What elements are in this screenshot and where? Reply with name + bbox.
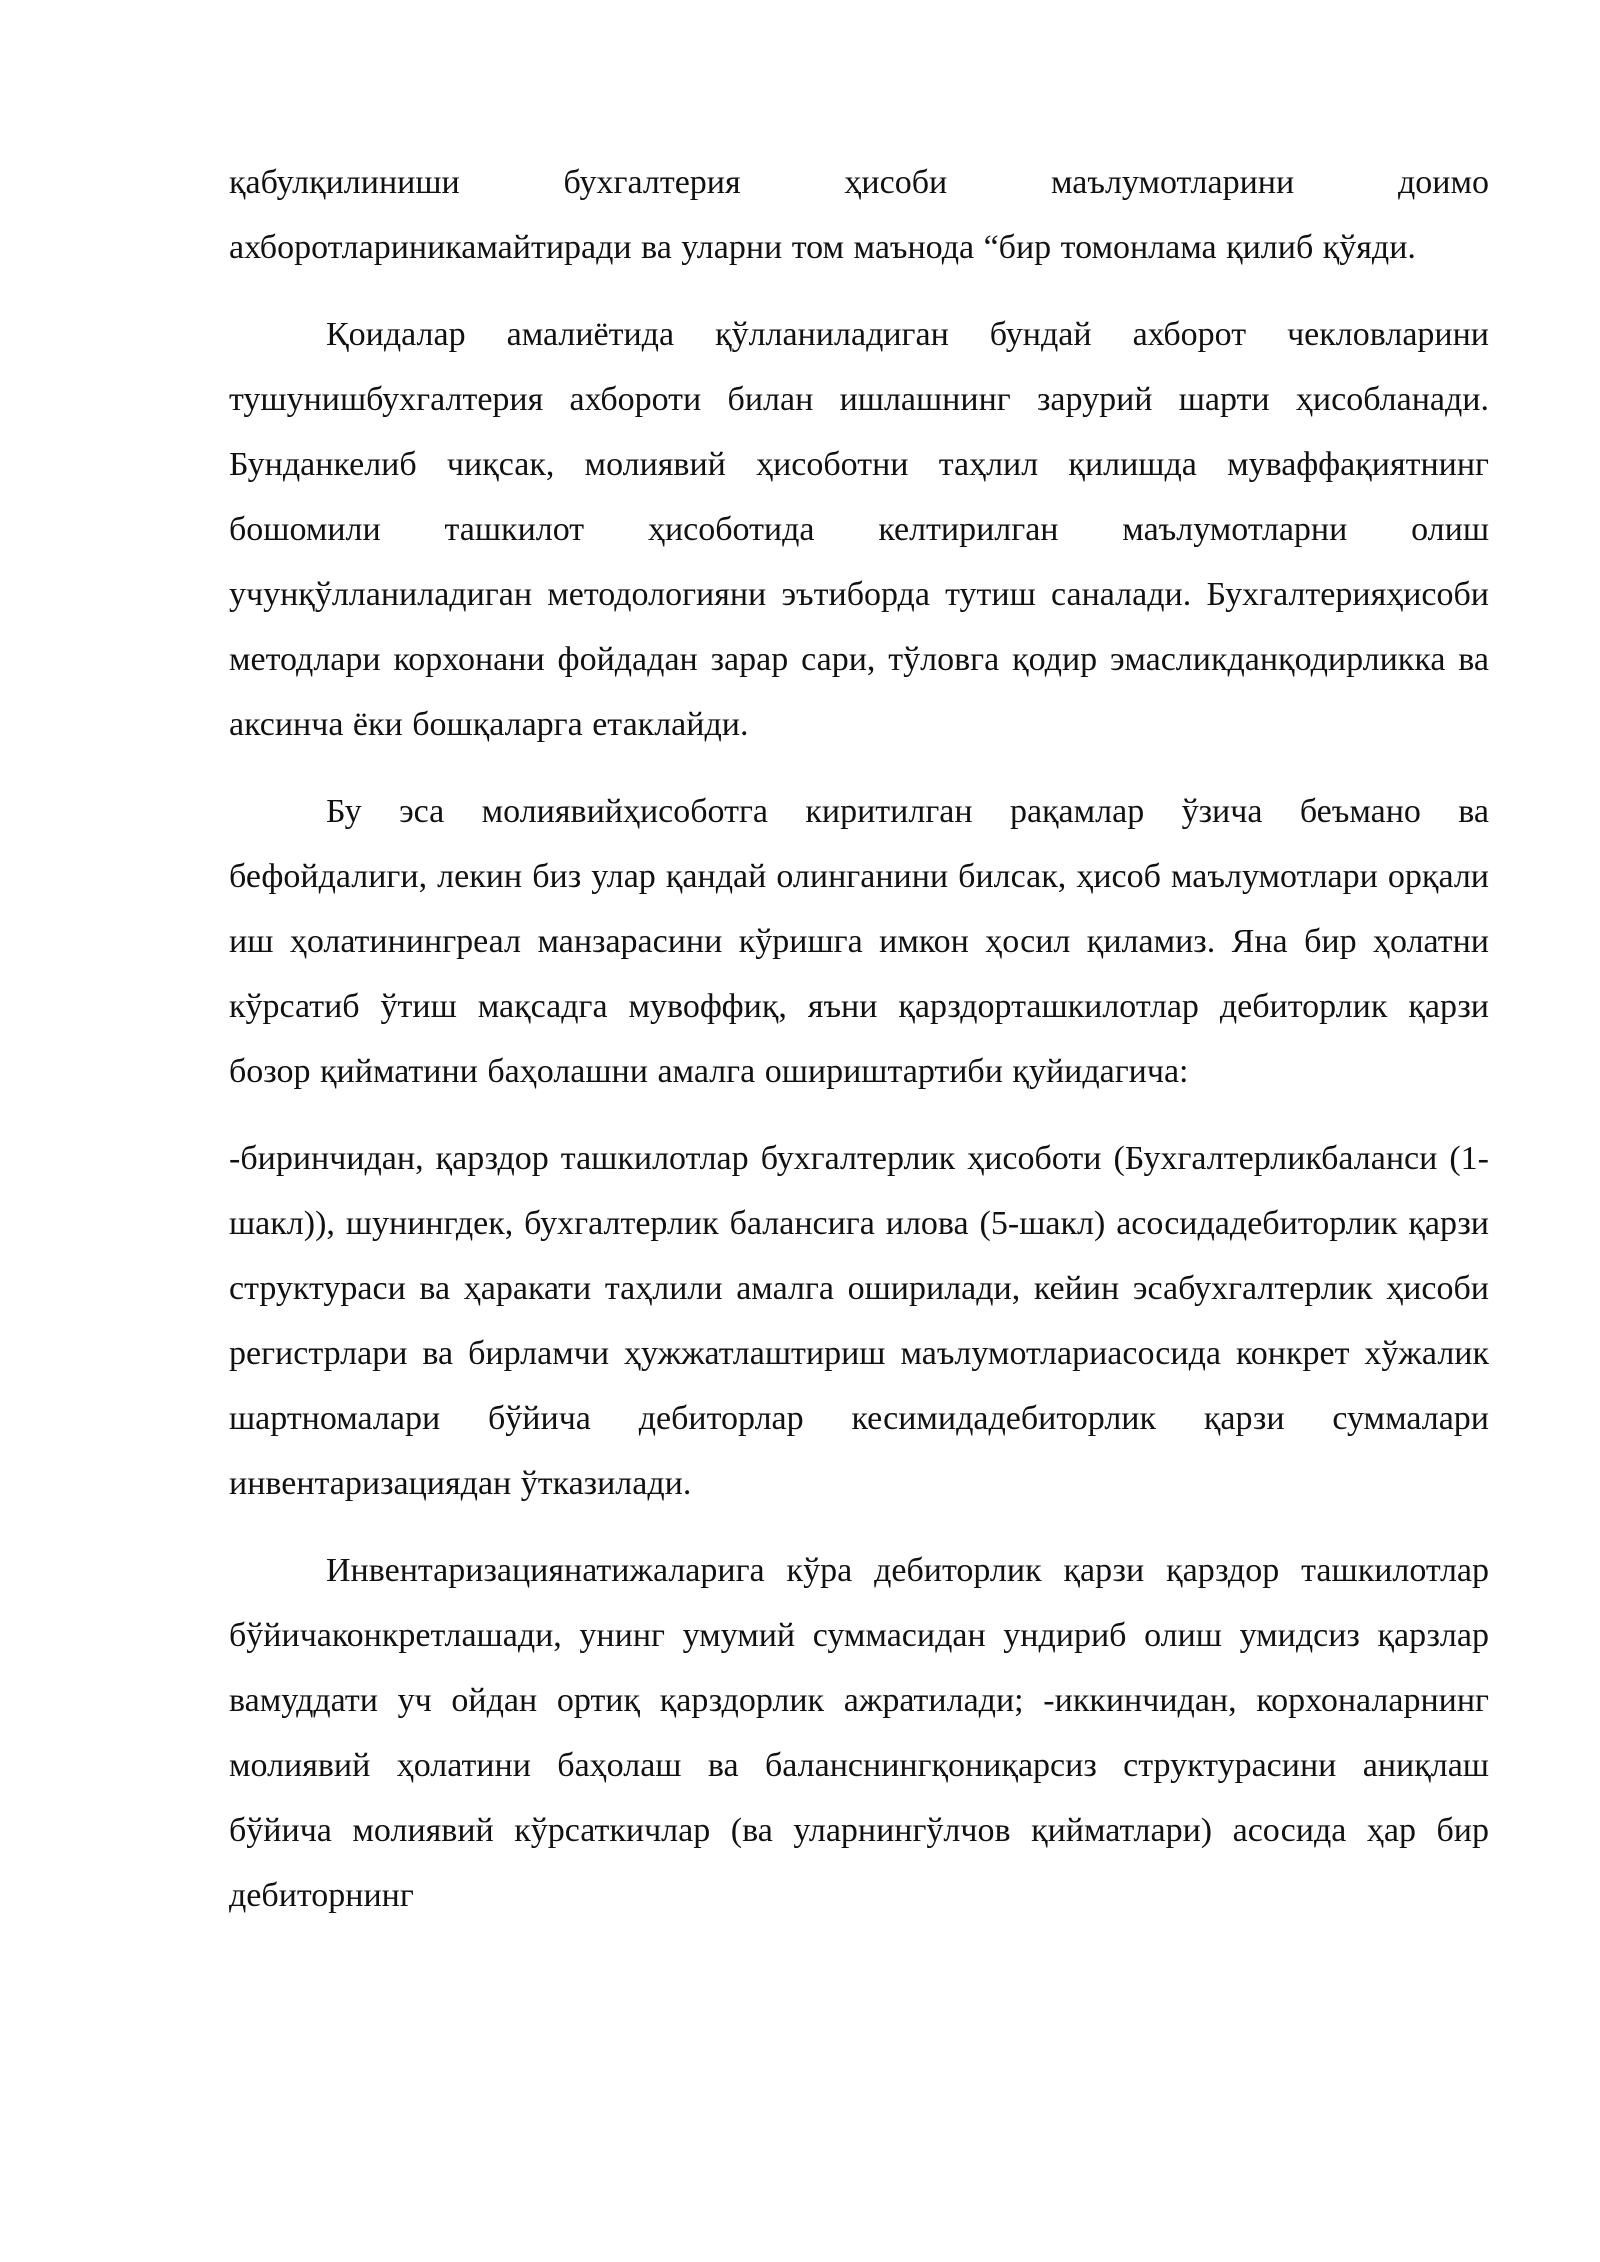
paragraph-4: -биринчидан, қарздор ташкилотлар бухгалтерлик ҳисоботи (Бухгалтерликбаланси (1-шакл)), шунингдек, бухгалтерлик балансига илова (5-шакл) асосидадебиторлик қарзи структураси ва ҳаракати таҳлили амалга оширилади, кейин эсабухгалтерлик ҳисоби регистрлари ва бирламчи ҳужжатлаштириш маълумотлариасосида конкрет хўжалик шартномалари бўйича дебиторлар кесимидадебиторлик қарзи суммалари инвентаризациядан ўтказилади.	[229, 1140, 1489, 1502]
paragraph-2: Қоидалар амалиётида қўлланиладиган бундай ахборот чекловларини тушунишбухгалтерия ахбороти билан ишлашнинг зарурий шарти ҳисобланади. Бунданкелиб чиқсак, молиявий ҳисоботни таҳлил қилишда муваффақиятнинг бошомили ташкилот ҳисоботида келтирилган маълумотларни олиш учунқўлланиладиган методологияни эътиборда тутиш саналади. Бухгалтерияҳисоби методлари корхонани фойдадан зарар сари, тўловга қодир эмасликданқодирликка ва аксинча ёки бошқаларга етаклайди.	[229, 316, 1489, 743]
paragraph-5: Инвентаризациянатижаларига кўра дебиторлик қарзи қарздор ташкилотлар бўйичаконкретлашади, унинг умумий суммасидан ундириб олиш умидсиз қарзлар вамуддати уч ойдан ортиқ қарздорлик ажратилади; -иккинчидан, корхоналарнинг молиявий ҳолатини баҳолаш ва баланснингқониқарсиз структурасини аниқлаш бўйича молиявий кўрсаткичлар (ва уларнингўлчов қийматлари) асосида ҳар бир дебиторнинг	[229, 1552, 1489, 1914]
paragraph-1: қабулқилиниши бухгалтерия ҳисоби маълумотларини доимо ахборотлариникамайтиради ва уларни том маънода “бир томонлама қилиб қўяди.	[229, 164, 1489, 266]
document-body	[229, 150, 1489, 1928]
paragraph-3: Бу эса молиявийҳисоботга киритилган рақамлар ўзича беъмано ва бефойдалиги, лекин биз улар қандай олинганини билсак, ҳисоб маълумотлари орқали иш ҳолатинингреал манзарасини кўришга имкон ҳосил қиламиз. Яна бир ҳолатни кўрсатиб ўтиш мақсадга мувоффиқ, яъни қарздорташкилотлар дебиторлик қарзи бозор қийматини баҳолашни амалга ошириштартиби қуйидагича:	[229, 793, 1489, 1090]
